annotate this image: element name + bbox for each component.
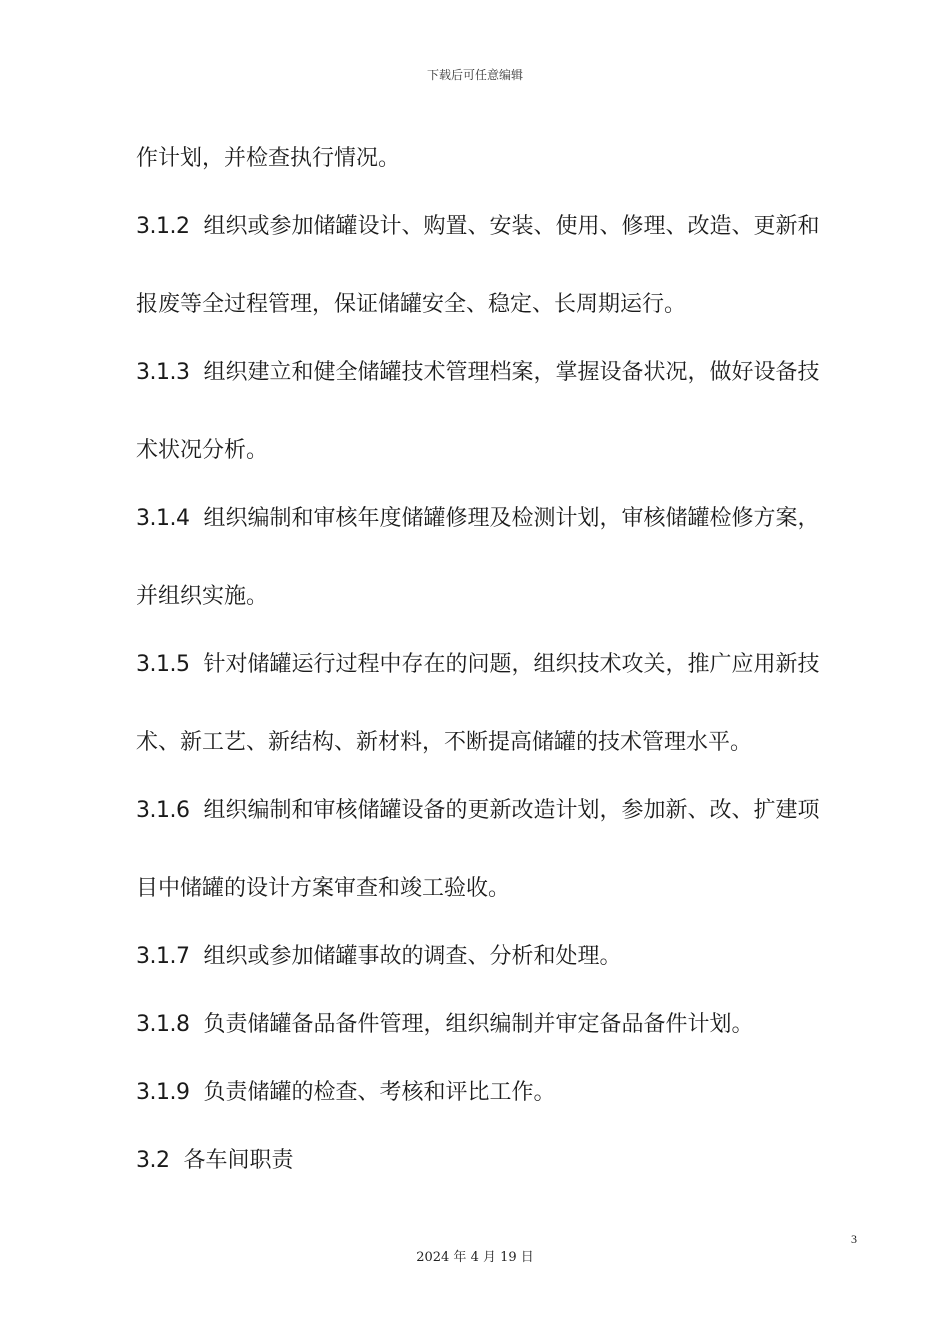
clause-text: 组织建立和健全储罐技术管理档案，掌握设备状况，做好设备技 xyxy=(203,360,820,385)
clause-number: 3.1.2 xyxy=(136,214,190,239)
clause-text: 组织或参加储罐事故的调查、分析和处理。 xyxy=(203,944,622,969)
paragraph-line: 作计划，并检查执行情况。 xyxy=(136,146,401,171)
clause-3-1-4 xyxy=(136,504,820,534)
page-header: 下载后可任意编辑 xyxy=(426,68,523,82)
section-title: 各车间职责 xyxy=(183,1148,294,1173)
clause-3-1-5 xyxy=(136,650,820,680)
clause-3-1-2 xyxy=(136,212,820,242)
clause-3-1-7 xyxy=(136,942,622,972)
clause-number: 3.1.5 xyxy=(136,652,190,677)
clause-text: 负责储罐的检查、考核和评比工作。 xyxy=(203,1080,556,1105)
clause-number: 3.1.4 xyxy=(136,506,190,531)
clause-text: 组织编制和审核年度储罐修理及检测计划，审核储罐检修方案， xyxy=(203,506,820,531)
clause-3-1-6 xyxy=(136,796,820,826)
clause-3-1-3 xyxy=(136,358,820,388)
paragraph-line: 术、新工艺、新结构、新材料，不断提高储罐的技术管理水平。 xyxy=(136,730,753,755)
clause-text: 负责储罐备品备件管理，组织编制并审定备品备件计划。 xyxy=(203,1012,754,1037)
clause-number: 3.1.3 xyxy=(136,360,190,385)
footer-date: 2024 年 4 月 19 日 xyxy=(416,1250,534,1265)
clause-text: 组织或参加储罐设计、购置、安装、使用、修理、改造、更新和 xyxy=(203,214,820,239)
clause-text: 针对储罐运行过程中存在的问题，组织技术攻关，推广应用新技 xyxy=(203,652,820,677)
section-number: 3.2 xyxy=(136,1148,170,1173)
page-number: 3 xyxy=(851,1232,857,1246)
paragraph-line: 术状况分析。 xyxy=(136,438,269,463)
clause-text: 组织编制和审核储罐设备的更新改造计划，参加新、改、扩建项 xyxy=(203,798,820,823)
clause-3-1-9 xyxy=(136,1078,556,1108)
clause-number: 3.1.8 xyxy=(136,1012,190,1037)
clause-number: 3.1.9 xyxy=(136,1080,190,1105)
paragraph-line: 并组织实施。 xyxy=(136,584,269,609)
clause-3-1-8 xyxy=(136,1010,754,1040)
section-3-2-heading xyxy=(136,1146,294,1176)
paragraph-line: 目中储罐的设计方案审查和竣工验收。 xyxy=(136,876,511,901)
clause-number: 3.1.6 xyxy=(136,798,190,823)
paragraph-line: 报废等全过程管理，保证储罐安全、稳定、长周期运行。 xyxy=(136,292,687,317)
clause-number: 3.1.7 xyxy=(136,944,190,969)
